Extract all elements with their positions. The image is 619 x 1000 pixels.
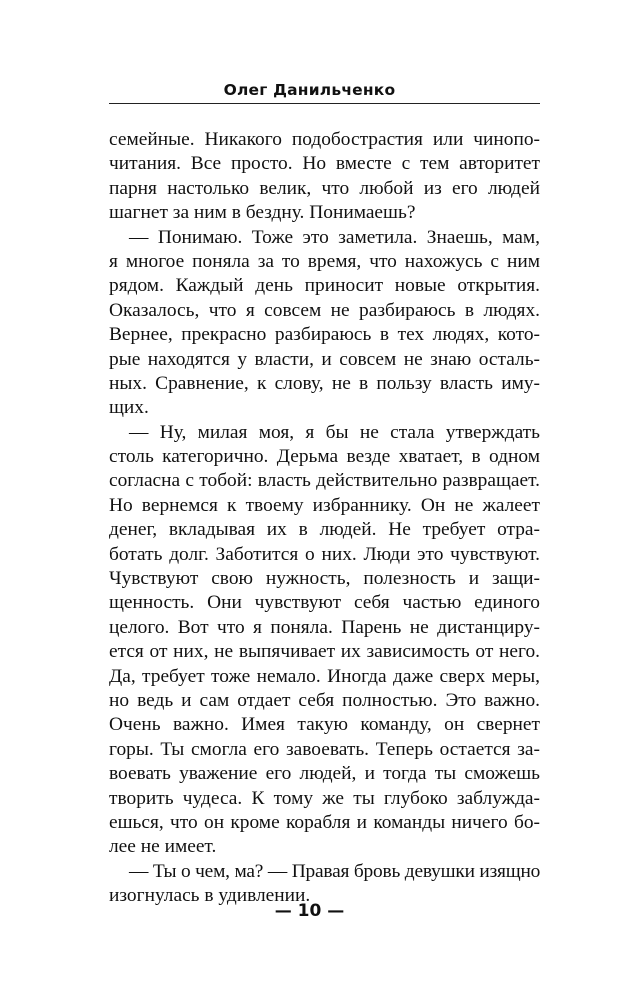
- text-line: согласна с тобой: власть действительно развращает.: [109, 470, 540, 492]
- body-text: [109, 128, 540, 909]
- text-line: я многое поняла за то время, что нахожусь с ним: [109, 250, 540, 272]
- text-line: лее не имеет.: [109, 836, 217, 858]
- text-line: — Ты о чем, ма? — Правая бровь девушки изящно: [129, 860, 541, 882]
- text-line: — Понимаю. Тоже это заметила. Знаешь, мам,: [129, 226, 540, 248]
- text-line: Чувствуют свою нужность, полезность и защи-: [109, 568, 540, 590]
- text-line: ботать долг. Заботится о них. Люди это чувствуют.: [109, 543, 540, 565]
- text-line: щих.: [109, 397, 149, 419]
- text-line: семейные. Никакого подобострастия или чинопо-: [109, 129, 540, 150]
- text-line: столь категорично. Дерьма везде хватает, в одном: [109, 446, 540, 468]
- text-line: читания. Все просто. Но вместе с тем авторитет: [109, 153, 540, 175]
- text-line: — Ну, милая моя, я бы не стала утверждать: [129, 421, 540, 443]
- text-line: рые находятся у власти, и совсем не знаю осталь-: [109, 348, 540, 370]
- text-line: ешься, что он кроме корабля и команды ничего бо-: [109, 811, 540, 833]
- text-line: воевать уважение его людей, и тогда ты сможешь: [109, 763, 540, 785]
- text-line: рядом. Каждый день приносит новые открытия.: [109, 275, 540, 297]
- header-rule: [109, 103, 540, 104]
- text-line: шагнет за ним в бездну. Понимаешь?: [109, 202, 416, 224]
- text-line: Очень важно. Имея такую команду, он свернет: [109, 714, 540, 736]
- text-line: Вернее, прекрасно разбираюсь в тех людях, кото-: [109, 324, 540, 346]
- text-line: творить чудеса. К тому же ты глубоко заблужда-: [109, 787, 540, 809]
- running-head-author: Олег Данильченко: [223, 81, 396, 99]
- text-line: но ведь и сам отдает себя полностью. Это важно.: [109, 689, 540, 711]
- text-line: горы. Ты смогла его завоевать. Теперь остается за-: [109, 738, 540, 760]
- text-line: Да, требует тоже немало. Иногда даже сверх меры,: [109, 665, 540, 687]
- text-line: Но вернемся к твоему избраннику. Он не жалеет: [109, 494, 540, 516]
- text-line: ется от них, не выпячивает их зависимость от него.: [109, 641, 540, 663]
- page-number: — 10 —: [274, 901, 345, 921]
- text-line: целого. Вот что я поняла. Парень не дистанциру-: [109, 616, 540, 638]
- text-line: денег, вкладывая их в людей. Не требует отра-: [109, 519, 540, 541]
- text-line: парня настолько велик, что любой из его людей: [109, 177, 540, 199]
- text-line: Оказалось, что я совсем не разбираюсь в людях.: [109, 299, 540, 321]
- text-line: щенность. Они чувствуют себя частью единого: [109, 592, 540, 614]
- text-line: изогнулась в удивлении.: [109, 885, 311, 907]
- text-line: ных. Сравнение, к слову, не в пользу власть иму-: [109, 372, 540, 394]
